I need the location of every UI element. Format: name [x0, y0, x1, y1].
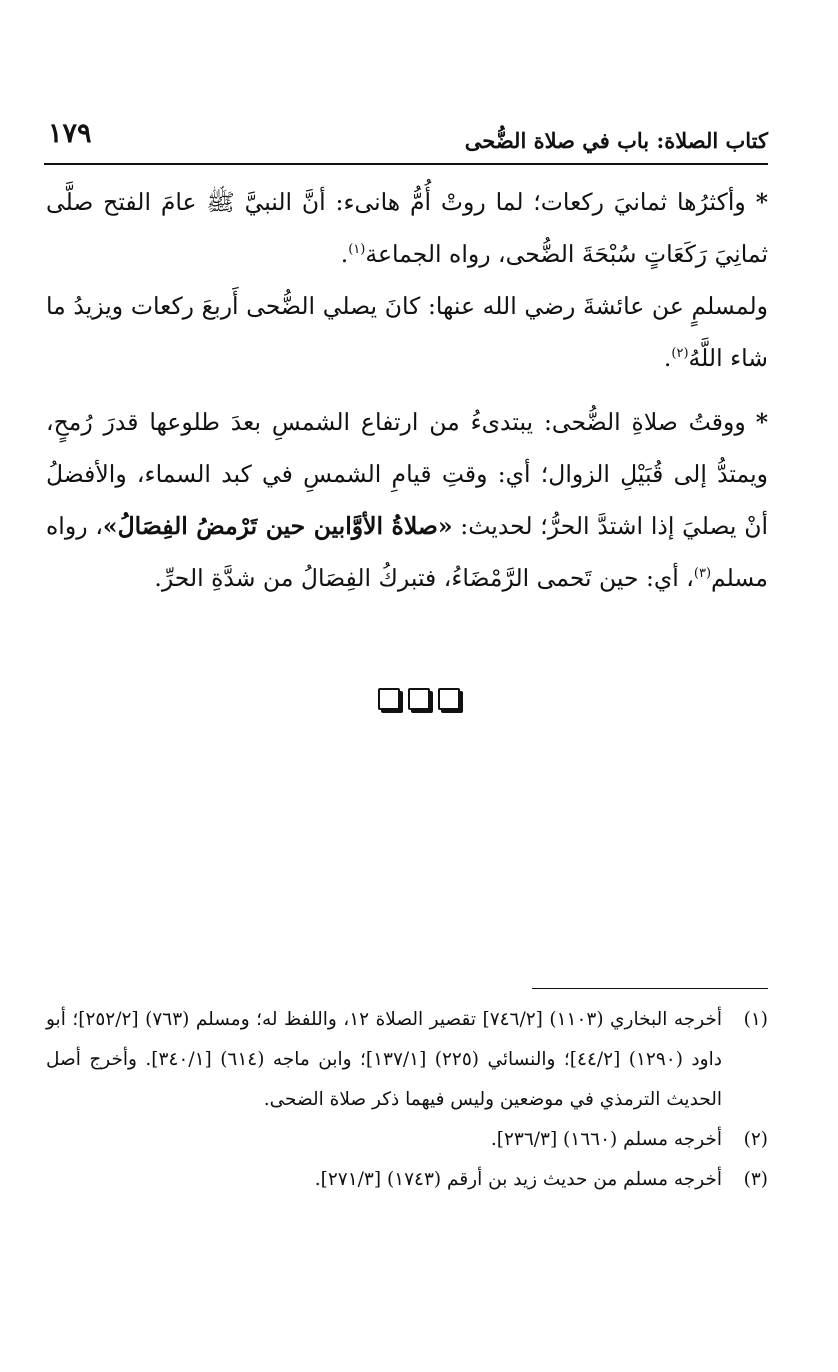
paragraph-text: ، أي: حين تَحمى الرَّمْضَاءُ، فتبركُ الفِصَالُ من شدَّةِ الحرِّ.: [154, 564, 694, 592]
star-marker: *: [755, 188, 768, 216]
footnote-number: (١): [743, 1009, 768, 1030]
paragraph-text: .: [663, 344, 672, 372]
footnote-reference: (٣): [693, 566, 712, 582]
square-icon: [438, 688, 460, 710]
footnote-reference: (١): [348, 242, 366, 258]
footnote-reference: (٢): [671, 346, 689, 362]
page-header: [44, 112, 768, 164]
running-title: كتاب الصلاة: باب في صلاة الضُّحى: [464, 128, 768, 153]
page-number: ١٧٩: [48, 118, 92, 149]
square-icon: [378, 688, 400, 710]
footnote-rule: [532, 988, 768, 989]
footnote: [46, 1160, 768, 1200]
hadith-quote: «صلاةُ الأوَّابين حين تَرْمضُ الفِصَالُ»: [102, 512, 453, 540]
footnote-number: (٣): [743, 1169, 768, 1190]
paragraph-text: ، رواه مسلم: [46, 512, 768, 592]
footnote-number: (٢): [743, 1129, 768, 1150]
footnote: [46, 1000, 768, 1120]
three-square-ornament-icon: [0, 688, 838, 710]
footnotes: [46, 1000, 768, 1200]
paragraph: [46, 176, 768, 280]
paragraph-text: ولمسلمٍ عن عائشةَ رضي الله عنها: كانَ يصلي الضُّحى أَربعَ ركعات ويزيدُ ما شاء اللَّهُ: [46, 292, 768, 372]
star-marker: *: [755, 408, 768, 436]
footnote-text: أخرجه مسلم (١٦٦٠) [٢٣٦/٣].: [490, 1129, 722, 1150]
paragraph-text: وأكثرُها ثمانيَ ركعات؛ لما روتْ أُمُّ هانىء: أنَّ النبيَّ ﷺ عامَ الفتح صلَّى ثمانِيَ رَكَعَاتٍ سُبْحَةَ الضُّحى، رواه الجماعة: [46, 188, 768, 268]
paragraph: [46, 280, 768, 384]
main-text: [46, 176, 768, 604]
square-icon: [408, 688, 430, 710]
paragraph-text: ووقتُ صلاةِ الضُّحى: يبتدىءُ من ارتفاع الشمسِ بعدَ طلوعها قدرَ رُمحٍ، ويمتدُّ إلى قُبَيْلِ الزوال؛ أي: وقتِ قيامِ الشمسِ في كبد السماء، والأفضلُ أنْ يصليَ إذا اشتدَّ الحرُّ؛ لحديث:: [46, 408, 768, 540]
paragraph-text: .: [340, 240, 349, 268]
header-rule: [44, 163, 768, 165]
footnote-text: أخرجه مسلم من حديث زيد بن أرقم (١٧٤٣) [٢٧١/٣].: [314, 1169, 722, 1190]
footnote: [46, 1120, 768, 1160]
paragraph: [46, 396, 768, 604]
footnote-text: أخرجه البخاري (١١٠٣) [٧٤٦/٢] تقصير الصلاة ١٢، واللفظ له؛ ومسلم (٧٦٣) [٢٥٢/٢]؛ أبو داود (١٢٩٠) [٤٤/٢]؛ والنسائي (٢٢٥) [١٣٧/١]؛ وابن ماجه (٦١٤) [٣٤٠/١]. وأخرج أصل الحديث الترمذي في موضعين وليس فيهما ذكر صلاة الضحى.: [46, 1009, 723, 1110]
